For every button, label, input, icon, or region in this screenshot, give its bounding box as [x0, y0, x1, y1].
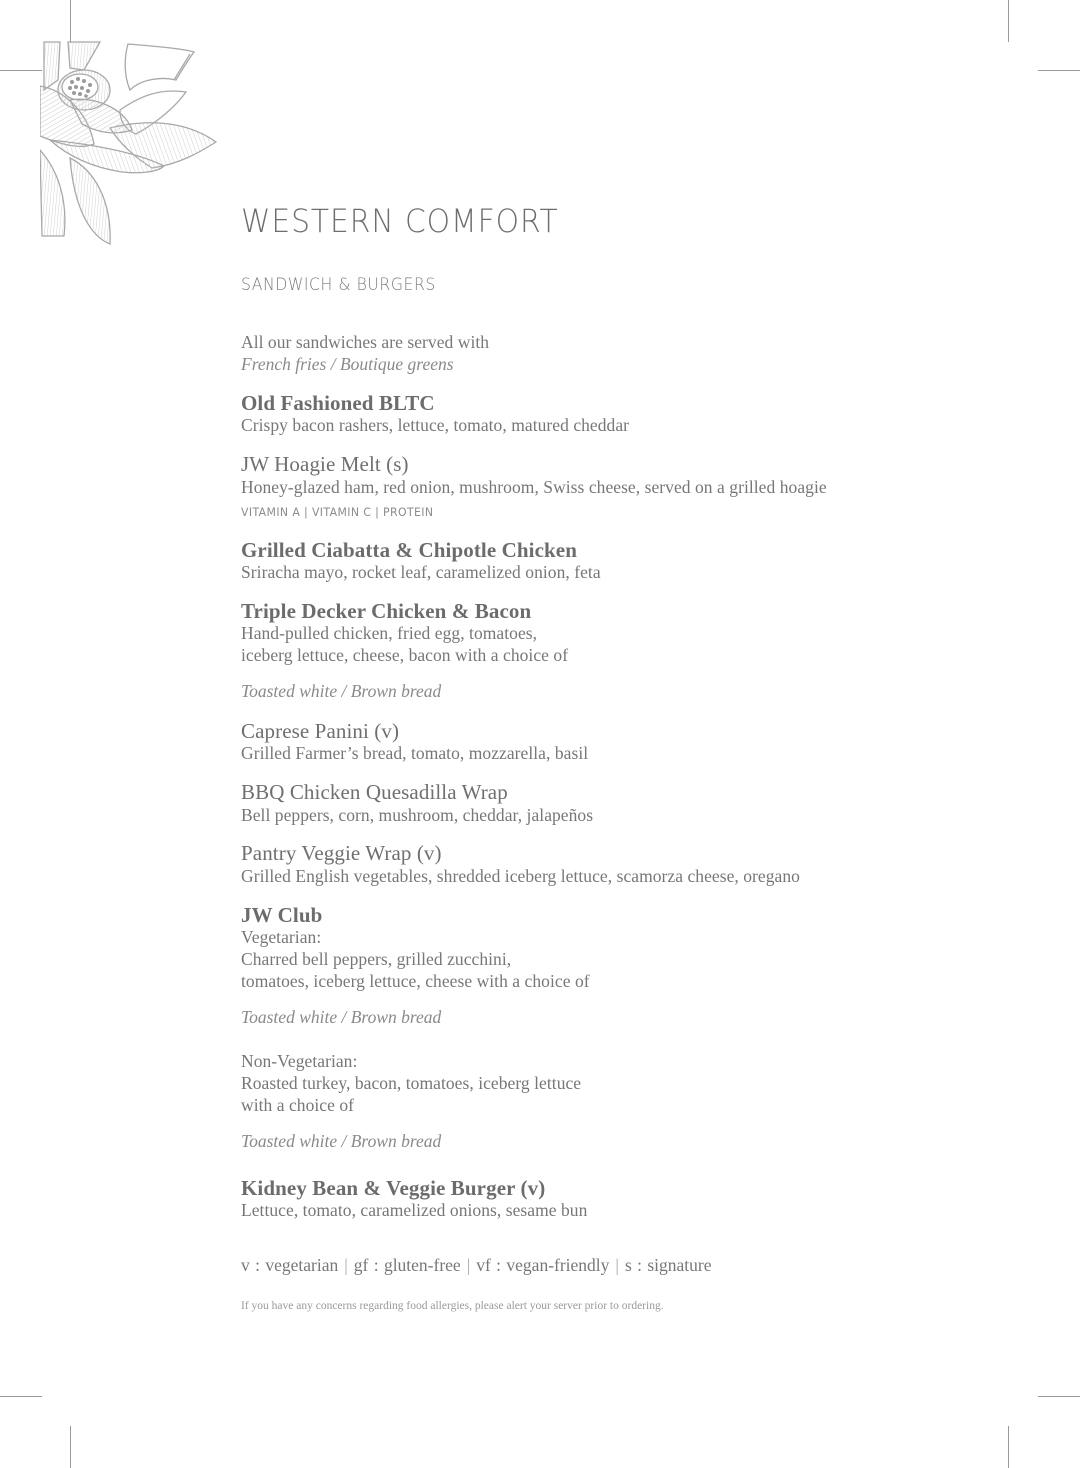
section-subtitle: SANDWICH & BURGERS — [241, 275, 436, 295]
legend-gluten-free: gf : gluten-free — [353, 1255, 461, 1275]
intro-sides: French fries / Boutique greens — [241, 354, 454, 374]
club-nonveg-description: Roasted turkey, bacon, tomatoes, iceberg lettuce — [241, 1073, 582, 1093]
nutrition-tags: VITAMIN A | VITAMIN C | PROTEIN — [241, 505, 434, 519]
legend-vegan-friendly: vf : vegan-friendly — [476, 1255, 610, 1275]
club-veg-description: Charred bell peppers, grilled zucchini, — [241, 949, 512, 969]
club-veg-description: tomatoes, iceberg lettuce, cheese with a choice of — [241, 971, 590, 991]
bread-choice: Toasted white / Brown bread — [241, 681, 442, 701]
page-title: WESTERN COMFORT — [241, 202, 559, 240]
crop-mark-bottom-right-horizontal — [1038, 1396, 1080, 1397]
menu-item-description: iceberg lettuce, cheese, bacon with a choice of — [241, 645, 569, 665]
legend-vegetarian: v : vegetarian — [241, 1255, 339, 1275]
dietary-legend: v : vegetarian | gf : gluten-free | vf : vegan-friendly | s : signature — [241, 1255, 712, 1275]
crop-mark-top-left-horizontal — [0, 70, 42, 71]
crop-mark-bottom-right-vertical — [1008, 1426, 1009, 1468]
legend-signature: s : signature — [624, 1255, 712, 1275]
menu-item-description: Grilled Farmer’s bread, tomato, mozzarella, basil — [241, 743, 589, 763]
menu-item-name: JW Hoagie Melt (s) — [241, 452, 409, 476]
menu-item-name: BBQ Chicken Quesadilla Wrap — [241, 780, 508, 804]
club-veg-label: Vegetarian: — [241, 927, 322, 947]
menu-item-description: Crispy bacon rashers, lettuce, tomato, matured cheddar — [241, 415, 630, 435]
menu-item-name: JW Club — [241, 903, 323, 927]
allergy-note: If you have any concerns regarding food allergies, please alert your server prior to ordering. — [241, 1300, 664, 1312]
menu-item-description: Hand-pulled chicken, fried egg, tomatoes, — [241, 623, 538, 643]
lotus-flower-icon — [40, 40, 222, 246]
club-nonveg-description: with a choice of — [241, 1095, 355, 1115]
menu-item-name: Old Fashioned BLTC — [241, 391, 435, 415]
menu-item-name: Caprese Panini (v) — [241, 719, 400, 743]
menu-item-name: Triple Decker Chicken & Bacon — [241, 599, 532, 623]
crop-mark-top-right-vertical — [1008, 0, 1009, 42]
bread-choice: Toasted white / Brown bread — [241, 1007, 442, 1027]
menu-item-description: Honey-glazed ham, red onion, mushroom, Swiss cheese, served on a grilled hoagie — [241, 477, 827, 497]
club-nonveg-label: Non-Vegetarian: — [241, 1051, 358, 1071]
menu-item-description: Lettuce, tomato, caramelized onions, sesame bun — [241, 1200, 588, 1220]
menu-item-name: Grilled Ciabatta & Chipotle Chicken — [241, 538, 578, 562]
bread-choice: Toasted white / Brown bread — [241, 1131, 442, 1151]
crop-mark-bottom-left-vertical — [70, 1426, 71, 1468]
intro-text: All our sandwiches are served with — [241, 332, 490, 352]
crop-mark-top-left-vertical — [70, 0, 71, 42]
menu-item-description: Grilled English vegetables, shredded iceberg lettuce, scamorza cheese, oregano — [241, 866, 800, 886]
menu-item-description: Sriracha mayo, rocket leaf, caramelized onion, feta — [241, 562, 601, 582]
crop-mark-top-right-horizontal — [1038, 70, 1080, 71]
crop-mark-bottom-left-horizontal — [0, 1396, 42, 1397]
menu-item-name: Pantry Veggie Wrap (v) — [241, 841, 442, 865]
menu-item-name: Kidney Bean & Veggie Burger (v) — [241, 1176, 546, 1200]
menu-item-description: Bell peppers, corn, mushroom, cheddar, jalapeños — [241, 805, 594, 825]
